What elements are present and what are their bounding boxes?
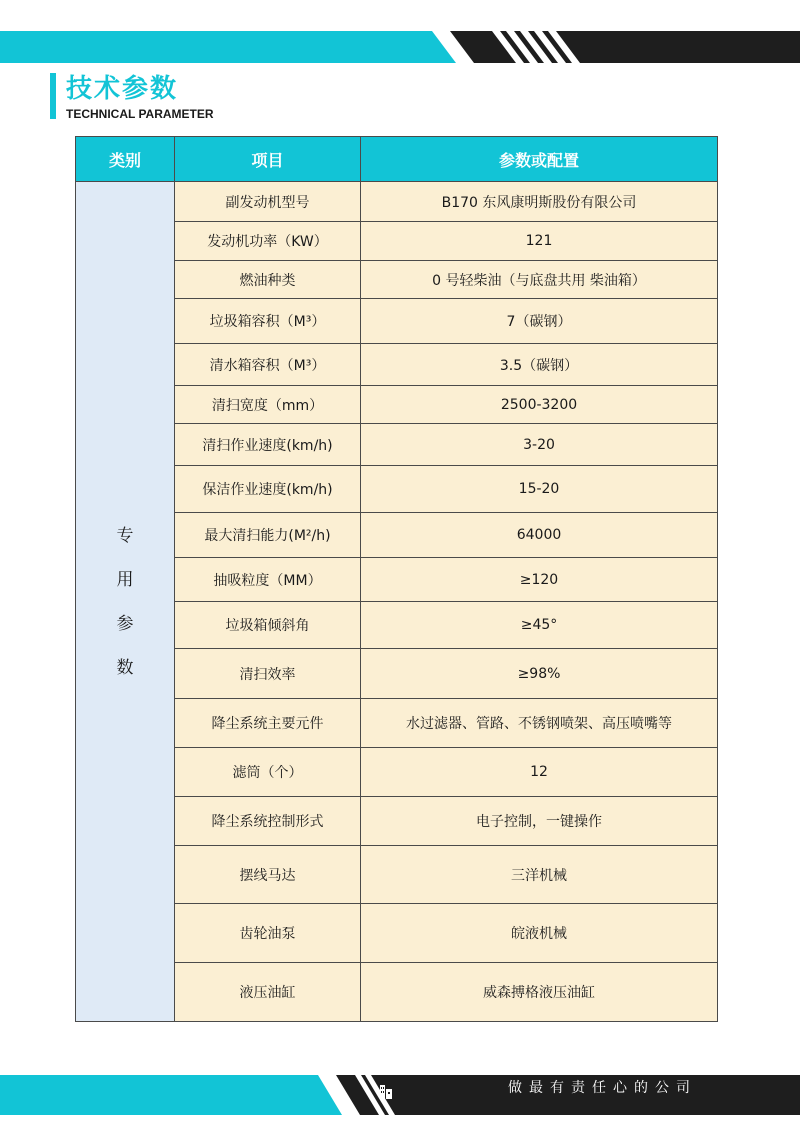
item-cell: 清扫宽度（mm） xyxy=(175,386,361,424)
item-cell: 降尘系统控制形式 xyxy=(175,797,361,846)
item-cell: 发动机功率（KW） xyxy=(175,222,361,261)
value-cell: ≥45° xyxy=(361,602,718,649)
item-cell: 副发动机型号 xyxy=(175,182,361,222)
item-cell: 抽吸粒度（MM） xyxy=(175,558,361,602)
item-cell: 清水箱容积（M³） xyxy=(175,344,361,386)
building-icon xyxy=(378,1083,394,1101)
value-cell: 威森搏格液压油缸 xyxy=(361,963,718,1022)
item-cell: 燃油种类 xyxy=(175,261,361,299)
item-cell: 清扫效率 xyxy=(175,649,361,699)
table-row xyxy=(76,182,718,222)
value-cell: 121 xyxy=(361,222,718,261)
item-cell: 滤筒（个） xyxy=(175,748,361,797)
footer-slogan: 做最有责任心的公司 xyxy=(508,1080,697,1096)
item-cell: 垃圾箱倾斜角 xyxy=(175,602,361,649)
value-cell: ≥120 xyxy=(361,558,718,602)
value-cell: 3.5（碳钢） xyxy=(361,344,718,386)
page-title: 技术参数 xyxy=(66,74,179,104)
table-header-row xyxy=(76,137,718,182)
value-cell: 64000 xyxy=(361,513,718,558)
category-cell xyxy=(76,182,175,1022)
item-cell: 垃圾箱容积（M³） xyxy=(175,299,361,344)
item-cell: 齿轮油泵 xyxy=(175,904,361,963)
page-subtitle: TECHNICAL PARAMETER xyxy=(66,107,214,121)
title-accent-bar xyxy=(50,73,56,119)
parameter-table-container xyxy=(75,136,717,1022)
value-cell: 12 xyxy=(361,748,718,797)
category-char: 用 xyxy=(116,569,134,590)
value-cell: 三洋机械 xyxy=(361,846,718,904)
value-cell: 皖液机械 xyxy=(361,904,718,963)
value-cell: 15-20 xyxy=(361,466,718,513)
item-cell: 清扫作业速度(km/h) xyxy=(175,424,361,466)
parameter-table xyxy=(75,136,718,1022)
value-cell: 2500-3200 xyxy=(361,386,718,424)
value-cell: 0 号轻柴油（与底盘共用 柴油箱） xyxy=(361,261,718,299)
item-cell: 最大清扫能力(M²/h) xyxy=(175,513,361,558)
category-char: 数 xyxy=(116,657,134,678)
value-cell: 3-20 xyxy=(361,424,718,466)
item-cell: 摆线马达 xyxy=(175,846,361,904)
category-char: 参 xyxy=(116,613,134,634)
value-cell: 水过滤器、管路、不锈钢喷架、高压喷嘴等 xyxy=(361,699,718,748)
item-cell: 降尘系统主要元件 xyxy=(175,699,361,748)
item-cell: 液压油缸 xyxy=(175,963,361,1022)
top-banner xyxy=(0,31,800,63)
value-cell: 7（碳钢） xyxy=(361,299,718,344)
value-cell: B170 东风康明斯股份有限公司 xyxy=(361,182,718,222)
value-cell: ≥98% xyxy=(361,649,718,699)
value-cell: 电子控制，一键操作 xyxy=(361,797,718,846)
category-char: 专 xyxy=(116,525,134,546)
header-category: 类别 xyxy=(76,137,175,182)
item-cell: 保洁作业速度(km/h) xyxy=(175,466,361,513)
header-value: 参数或配置 xyxy=(361,137,718,182)
header-item: 项目 xyxy=(175,137,361,182)
